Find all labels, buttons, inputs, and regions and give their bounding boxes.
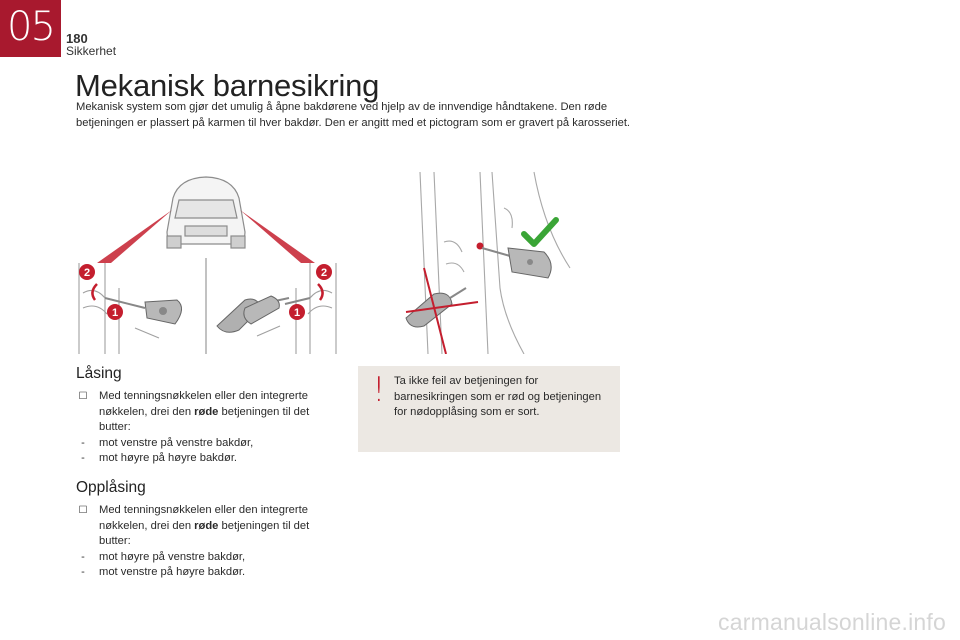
chapter-tab: 05: [0, 0, 61, 57]
callout-2-left: [79, 264, 95, 280]
callout-1-left: [107, 304, 123, 320]
dash-bullet: -: [81, 436, 85, 449]
rear-doors-drawing: [75, 168, 340, 354]
svg-text:1: 1: [293, 307, 301, 319]
list-item-text: mot venstre på høyre bakdør.: [99, 566, 246, 578]
callout-2-right: [316, 264, 332, 280]
list-item-text: mot høyre på høyre bakdør.: [99, 452, 238, 464]
callout-1-right: [289, 304, 305, 320]
locking-step-text: Med tenningsnøkkelen eller den integrerte nøkkelen, drei den: [99, 390, 308, 418]
svg-text:1: 1: [111, 307, 119, 319]
unlocking-step-text: Med tenningsnøkkelen eller den integrerte nøkkelen, drei den: [99, 504, 308, 532]
car-rear: [167, 177, 245, 248]
correct-control-illustration: [384, 168, 574, 354]
page-title: Mekanisk barnesikring: [75, 68, 380, 103]
locking-step-text-end: betjeningen til det butter:: [99, 405, 310, 433]
list-item: [76, 451, 340, 467]
key-correct: [482, 248, 551, 278]
unlocking-step-bold: røde: [194, 519, 219, 532]
locking-step-bold: røde: [194, 405, 219, 418]
exclamation-icon: !: [372, 370, 386, 410]
svg-text:2: 2: [83, 267, 91, 279]
watermark: carmanualsonline.info: [718, 609, 946, 635]
list-item-text: mot venstre på venstre bakdør,: [99, 436, 254, 449]
list-item-text: mot høyre på venstre bakdør,: [99, 550, 246, 563]
correct-control-drawing: [384, 168, 574, 354]
checkbox-bullet-icon: ☐: [78, 505, 88, 516]
locking-heading: Låsing: [76, 365, 122, 382]
list-item: [76, 436, 340, 452]
svg-text:2: 2: [320, 267, 328, 279]
locking-steps: [76, 389, 340, 467]
unlocking-steps: [76, 503, 340, 581]
dash-bullet: -: [81, 566, 85, 578]
locking-step: [76, 389, 340, 436]
checkbox-bullet-icon: ☐: [78, 391, 88, 402]
dash-bullet: -: [81, 452, 85, 464]
warning-box: [358, 366, 620, 452]
list-item: [76, 565, 340, 581]
dash-bullet: -: [81, 550, 85, 563]
warning-text: Ta ikke feil av betjeningen for barnesikringen som er rød og betjeningen for nødopplåsing som er sort.: [394, 375, 602, 418]
section-name: Sikkerhet: [66, 44, 117, 58]
unlocking-step: [76, 503, 340, 550]
list-item: [76, 550, 340, 566]
unlocking-step-text-end: betjeningen til det butter:: [99, 519, 310, 547]
intro-paragraph: Mekanisk system som gjør det umulig å åpne bakdørene ved hjelp av de innvendige håndtakene. Den røde betjeningen er plassert på karmen til hver bakdør. Den er angitt med et pictogram som er gravert på karosseriet.: [76, 101, 631, 129]
unlocking-heading: Opplåsing: [76, 479, 146, 496]
rear-doors-illustration: [75, 168, 340, 354]
page-number: 180: [66, 31, 88, 46]
